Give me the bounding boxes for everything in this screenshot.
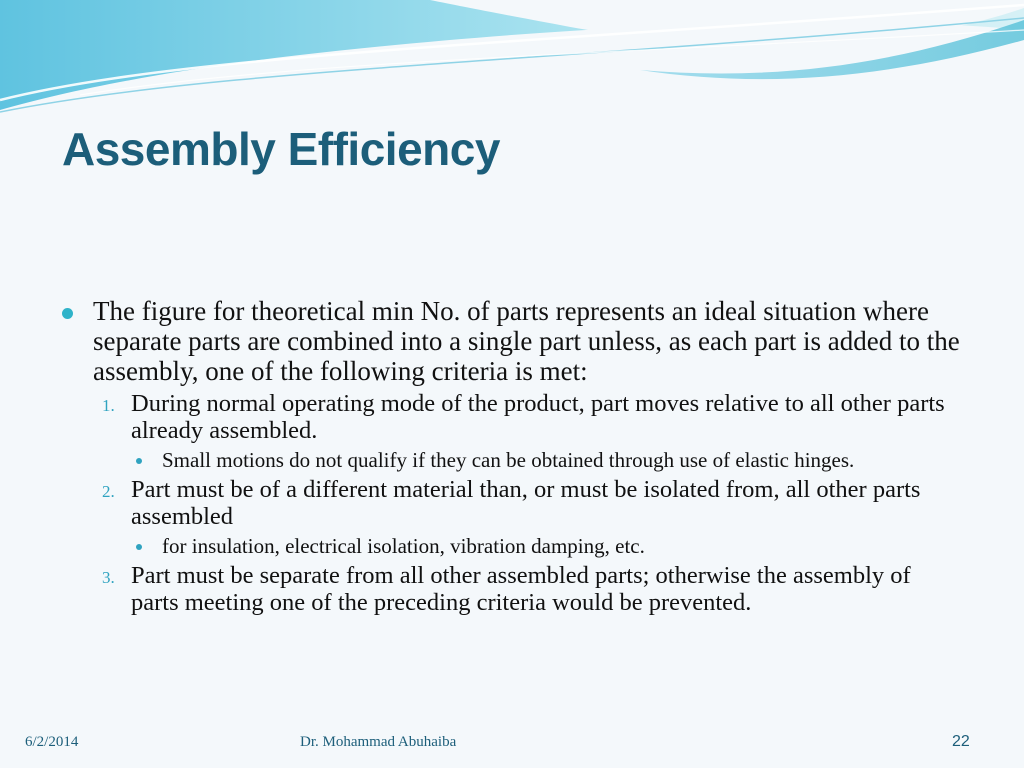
criterion-text: Part must be of a different material than, or must be isolated from, all other parts assembled — [131, 476, 921, 530]
criterion-text: Part must be separate from all other assembled parts; otherwise the assembly of parts meeting one of the preceding criteria would be prevented. — [131, 562, 911, 616]
bullet-dot-icon — [62, 308, 73, 319]
criterion-1-note — [62, 448, 962, 472]
criterion-text: During normal operating mode of the product, part moves relative to all other parts already assembled. — [131, 390, 945, 444]
criterion-2-note — [62, 534, 962, 558]
slide-body — [62, 296, 962, 616]
sub-bullet-dot-icon — [136, 458, 142, 464]
footer-date: 6/2/2014 — [25, 734, 79, 750]
criterion-2 — [62, 476, 962, 530]
criterion-number: 3. — [102, 568, 115, 587]
main-bullet-text: The figure for theoretical min No. of parts represents an ideal situation where separate parts are combined into a single part unless, as each part is added to the assembly, one of the following criteria is met: — [93, 296, 960, 386]
sub-bullet-dot-icon — [136, 544, 142, 550]
criterion-note-text: Small motions do not qualify if they can be obtained through use of elastic hinges. — [162, 448, 855, 472]
slide-title: Assembly Efficiency — [62, 123, 500, 175]
page-number: 22 — [952, 733, 970, 750]
footer-author: Dr. Mohammad Abuhaiba — [300, 734, 457, 750]
criterion-number: 2. — [102, 482, 115, 501]
criterion-note-text: for insulation, electrical isolation, vibration damping, etc. — [162, 534, 645, 558]
criterion-1 — [62, 390, 962, 444]
criterion-3 — [62, 562, 962, 616]
header-wave-decoration — [0, 0, 1024, 130]
criterion-number: 1. — [102, 396, 115, 415]
main-bullet — [62, 296, 962, 386]
